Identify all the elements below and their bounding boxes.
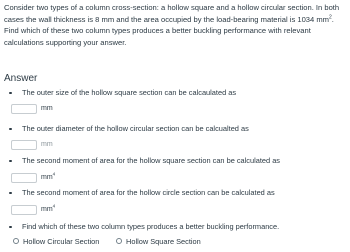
second-moment-square-input[interactable] [11, 173, 37, 183]
list-item [10, 188, 275, 198]
outer-size-square-input[interactable] [11, 104, 37, 114]
list-item [10, 222, 279, 232]
item-label: The second moment of area for the hollow circle section can be calculated as [22, 188, 275, 197]
hollow-square-label[interactable]: Hollow Square Section [126, 237, 201, 246]
item-label: The outer size of the hollow square section can be calcaulated as [22, 88, 237, 97]
list-item [10, 156, 280, 166]
item-label: The outer diameter of the hollow circular section can be calcualted as [22, 124, 249, 133]
item-label: The second moment of area for the hollow square section can be calculated as [22, 156, 281, 165]
outer-diameter-circle-input[interactable] [11, 140, 37, 150]
unit-label: mm [41, 105, 53, 112]
unit-label: mm [41, 141, 53, 148]
second-moment-circle-input[interactable] [11, 205, 37, 215]
hollow-circular-label[interactable]: Hollow Circular Section [23, 237, 100, 246]
unit-label: $mm^4$ [41, 171, 56, 181]
unit-label: $mm^4$ [41, 203, 56, 213]
hollow-square-radio[interactable] [116, 238, 122, 244]
question-text: Consider two types of a column cross-section: a hollow square and a hollow circular section. In both cases the wall thickness is 8 mm and the area occupied by the load-bearing material is 1034 $mm^2$. Find which of these two column types produces a better buckling performance with relevant calculations supporting your answer. [4, 3, 340, 47]
item-label: Find which of these two column types produces a better buckling performance. [22, 222, 280, 231]
hollow-circular-radio[interactable] [13, 238, 19, 244]
list-item [10, 124, 249, 134]
list-item [10, 88, 236, 98]
answer-heading: Answer [4, 73, 38, 84]
